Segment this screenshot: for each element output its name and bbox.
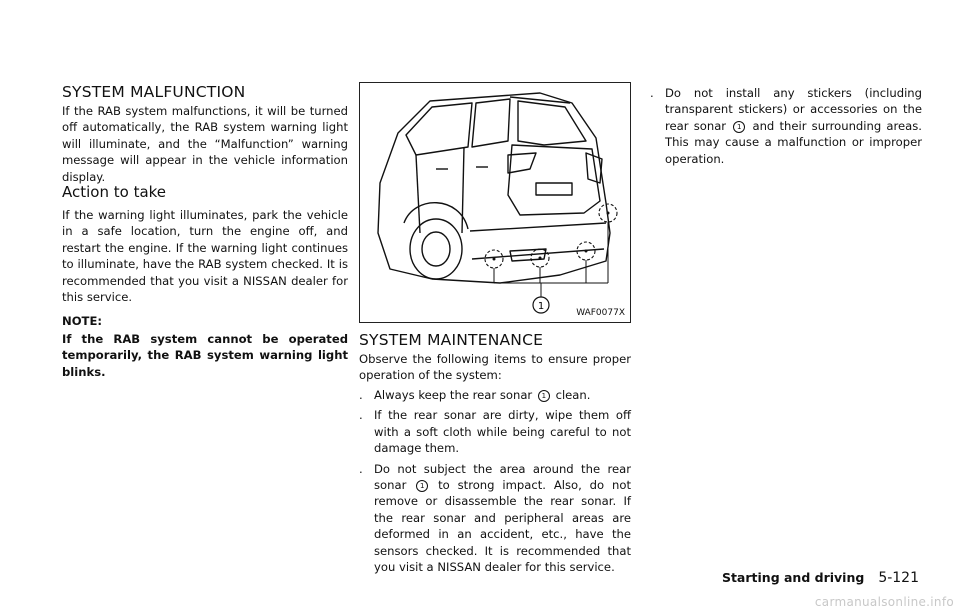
- rear-sonar-figure: [359, 82, 631, 323]
- ref-1-icon: 1: [416, 480, 428, 492]
- page-number: 5-121: [878, 570, 919, 586]
- note-text: If the RAB system cannot be operated temporarily, the RAB system warning light blinks.: [62, 332, 348, 379]
- list-item: . Always keep the rear sonar 1 clean.: [359, 388, 591, 402]
- list-item: . Do not subject the area around the rear sonar 1 to strong impact. Also, do not remove or disassemble the rear sonar. If the rear sonar and peripheral areas are deformed in an accident, etc., have the sensors checked. It is recommended that you visit a NISSAN dealer for this service.: [359, 461, 631, 575]
- watermark: carmanualsonline.info: [814, 595, 954, 609]
- right-list: [650, 85, 922, 171]
- heading-system-malfunction: SYSTEM MALFUNCTION: [62, 83, 246, 101]
- action-paragraph: If the warning light illuminates, park the vehicle in a safe location, turn the engine off, and restart the engine. If the warning light continues to illuminate, have the RAB system checked. It is recommended that you visit a NISSAN dealer for this service.: [62, 208, 348, 305]
- list-item: . If the rear sonar are dirty, wipe them off with a soft cloth while being careful to not damage them.: [359, 408, 631, 456]
- maintenance-list: [359, 387, 631, 579]
- list-item: . Do not install any stickers (including transparent stickers) or accessories on the rear sonar 1 and their surrounding areas. This may cause a malfunction or improper operation.: [650, 86, 922, 166]
- callout-number: 1: [537, 301, 545, 312]
- figure-code: WAF0077X: [576, 308, 625, 318]
- section-title: Starting and driving: [721, 570, 865, 585]
- page-footer: [722, 570, 919, 586]
- vehicle-rear-illustration: [360, 83, 630, 322]
- maintenance-intro: Observe the following items to ensure proper operation of the system:: [359, 352, 631, 383]
- heading-system-maintenance: SYSTEM MAINTENANCE: [359, 331, 544, 349]
- ref-1-icon: 1: [733, 121, 745, 133]
- note-label: NOTE:: [62, 314, 103, 328]
- ref-1-icon: 1: [538, 390, 550, 402]
- heading-action-to-take: Action to take: [62, 183, 167, 201]
- malfunction-paragraph: If the RAB system malfunctions, it will be turned off automatically, the RAB system warning light will illuminate, and the “Malfunction” warning message will appear in the vehicle information display.: [62, 104, 348, 184]
